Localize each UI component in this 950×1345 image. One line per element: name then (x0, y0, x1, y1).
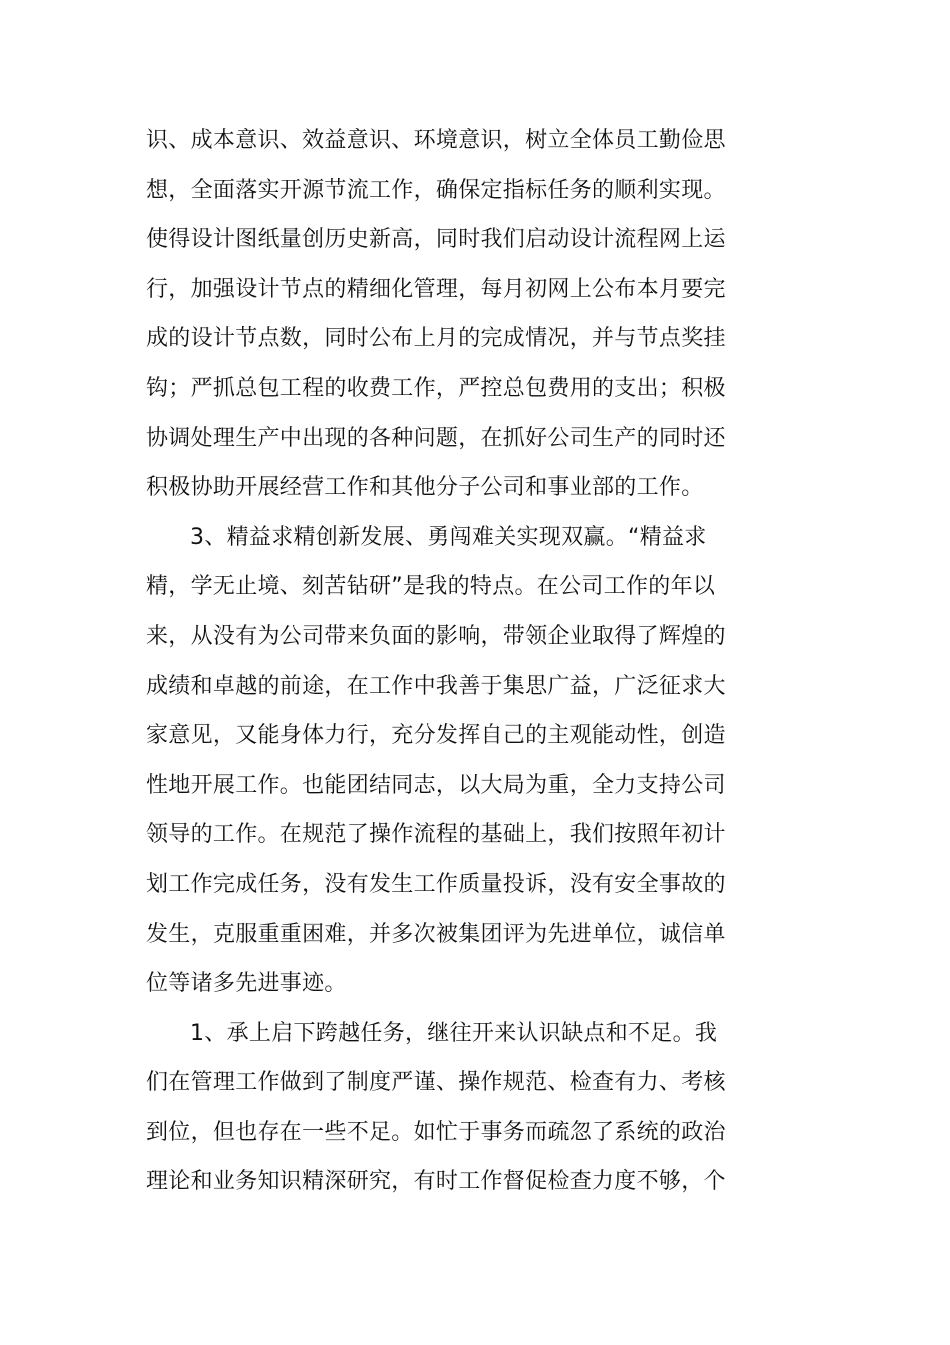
paragraph-heading-3: 3、精益求精创新发展、勇闯难关实现双赢。“精益求 (190, 524, 707, 550)
text-line: 们在管理工作做到了制度严谨、操作规范、检查有力、考核 (146, 1070, 726, 1096)
text-line: 划工作完成任务，没有发生工作质量投诉，没有安全事故的 (146, 871, 726, 897)
text-line: 行，加强设计节点的精细化管理，每月初网上公布本月要完 (146, 276, 726, 302)
text-line: 精，学无止境、刻苦钻研”是我的特点。在公司工作的年以 (146, 574, 716, 600)
text-line: 识、成本意识、效益意识、环境意识，树立全体员工勤俭思 (146, 128, 726, 153)
text-line: 积极协助开展经营工作和其他分子公司和事业部的工作。 (146, 475, 704, 501)
text-line: 成的设计节点数，同时公布上月的完成情况，并与节点奖挂 (146, 326, 726, 352)
text-line: 家意见，又能身体力行，充分发挥自己的主观能动性，创造 (146, 723, 726, 749)
paragraph-heading-1: 1、承上启下跨越任务，继往开来认识缺点和不足。我 (190, 1020, 718, 1046)
text-line: 理论和业务知识精深研究，有时工作督促检查力度不够，个 (146, 1169, 726, 1195)
text-line: 性地开展工作。也能团结同志，以大局为重，全力支持公司 (146, 772, 726, 798)
text-line: 协调处理生产中出现的各种问题，在抓好公司生产的同时还 (146, 425, 726, 451)
text-line: 钩；严抓总包工程的收费工作，严控总包费用的支出；积极 (146, 375, 726, 401)
text-line: 成绩和卓越的前途，在工作中我善于集思广益，广泛征求大 (146, 673, 726, 699)
body-text (146, 116, 746, 1207)
text-line: 来，从没有为公司带来负面的影响，带领企业取得了辉煌的 (146, 623, 726, 649)
text-line: 位等诸多先进事迹。 (146, 971, 347, 997)
text-line: 发生，克服重重困难，并多次被集团评为先进单位，诚信单 (146, 921, 726, 947)
text-line: 到位，但也存在一些不足。如忙于事务而疏忽了系统的政治 (146, 1119, 726, 1145)
text-line: 领导的工作。在规范了操作流程的基础上，我们按照年初计 (146, 822, 726, 848)
text-line: 想，全面落实开源节流工作，确保定指标任务的顺利实现。 (146, 177, 726, 203)
text-line: 使得设计图纸量创历史新高，同时我们启动设计流程网上运 (146, 227, 726, 253)
